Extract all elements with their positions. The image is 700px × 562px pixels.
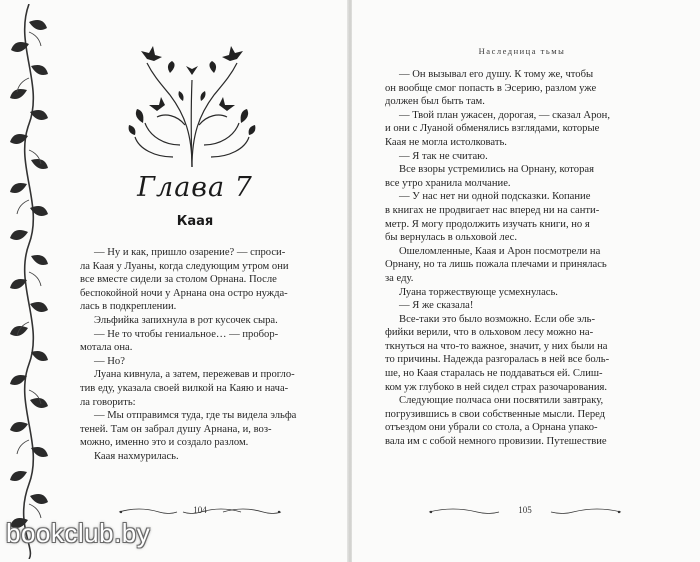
text-line: — Не то чтобы гениальное… — пробор- [94, 328, 279, 340]
text-line: то причины. Надежда разгоралась в ней все боль- [385, 354, 610, 366]
text-line: — Но? [94, 355, 125, 367]
text-line: — Мы отправимся туда, где ты видела эльфа [94, 410, 297, 422]
text-line: тив еду, указала своей вилкой на Каяю и нача- [80, 382, 289, 394]
text-line: — Ну и как, пришло озарение? — спроси- [94, 247, 286, 258]
text-line: мотала она. [80, 342, 133, 354]
text-line: отъездом они убрали со стола, а Орнана упако- [385, 422, 598, 434]
text-line: Орнану, но та лишь пожала плечами и принялась [385, 259, 607, 271]
text-line: метр. Я могу продолжить изучать книги, но я [385, 218, 590, 230]
vine-border-ornament [6, 4, 52, 559]
text-line: Эльфийка запихнула в рот кусочек сыра. [94, 314, 278, 326]
left-page [0, 0, 348, 562]
text-line: Каая не могла истолковать. [385, 136, 507, 148]
text-line: — Он вызывал его душу. К тому же, чтобы [399, 69, 594, 80]
text-line: в книгах не продвигает нас вперед ни на санти- [385, 204, 600, 216]
text-line: вала им с собой немного провизии. Путешествие [385, 436, 607, 448]
text-line: Каая нахмурилась. [94, 450, 179, 462]
page-number: 105 [518, 505, 532, 515]
chapter-subtitle: Кaaя [176, 214, 214, 229]
text-line: погрузившись в свои собственные мысли. Перед [385, 408, 606, 420]
left-page-footer [115, 505, 285, 519]
text-line: лась в подкреплении. [80, 301, 177, 313]
text-line: Луана кивнула, а затем, пережевав и прогло- [94, 369, 295, 381]
text-line: фийки верили, что в ольховом лесу можно на- [385, 327, 594, 339]
left-page-body [80, 246, 310, 464]
text-line: должен был быть там. [385, 96, 485, 108]
floral-chapter-ornament [125, 45, 260, 170]
text-line: ла Каая у Луаны, когда следующим утром они [80, 260, 289, 272]
text-line: Все-таки это было возможно. Если обе эль- [399, 313, 596, 325]
running-head: Наследница тьмы [478, 46, 566, 56]
text-line: — Твой план ужасен, дорогая, — сказал Арон, [399, 109, 610, 121]
text-line: — Я же сказала! [399, 300, 474, 312]
text-line: Все взоры устремились на Орнану, которая [399, 164, 594, 176]
text-line: он вообще смог попасть в Эсерию, разлом уже [385, 82, 597, 94]
text-line: за еду. [385, 272, 414, 284]
chapter-title: Глава 7 [137, 172, 253, 203]
right-page-footer [425, 505, 625, 519]
text-line: все вместе сидели за столом Орнана. После [80, 274, 277, 286]
text-line: теней. Там он забрал душу Арнана, и, воз- [80, 423, 272, 435]
text-line: Ошеломленные, Каая и Арон посмотрели на [399, 245, 601, 257]
text-line: и они с Луаной обменялись взглядами, которые [385, 123, 600, 135]
text-line: ше, но Каая старалась не поддаваться ей. Слиш- [385, 368, 603, 380]
text-line: ла говорить: [80, 396, 136, 408]
text-line: бы вернулась в ольховой лес. [385, 232, 518, 244]
right-page-body [385, 68, 670, 449]
text-line: ткнуться на что-то важное, значит, у них были на [385, 340, 608, 352]
text-line: — У нас нет ни одной подсказки. Копание [399, 191, 591, 203]
text-line: ком уж глубоко в ней сидел страх разочарования. [385, 381, 608, 393]
text-line: — Я так не считаю. [399, 150, 488, 162]
page-number: 104 [193, 505, 207, 515]
text-line: Следующие полчаса они посвятили завтраку, [399, 395, 604, 407]
text-line: Луана торжествующе усмехнулась. [399, 286, 558, 298]
text-line: все утро хранила молчание. [385, 177, 511, 189]
watermark-logo: bookclub.by [6, 518, 151, 548]
text-line: можно, именно это и создало разлом. [80, 437, 249, 449]
text-line: беспокойной ночи у Арнана она остро нужда- [80, 287, 288, 299]
